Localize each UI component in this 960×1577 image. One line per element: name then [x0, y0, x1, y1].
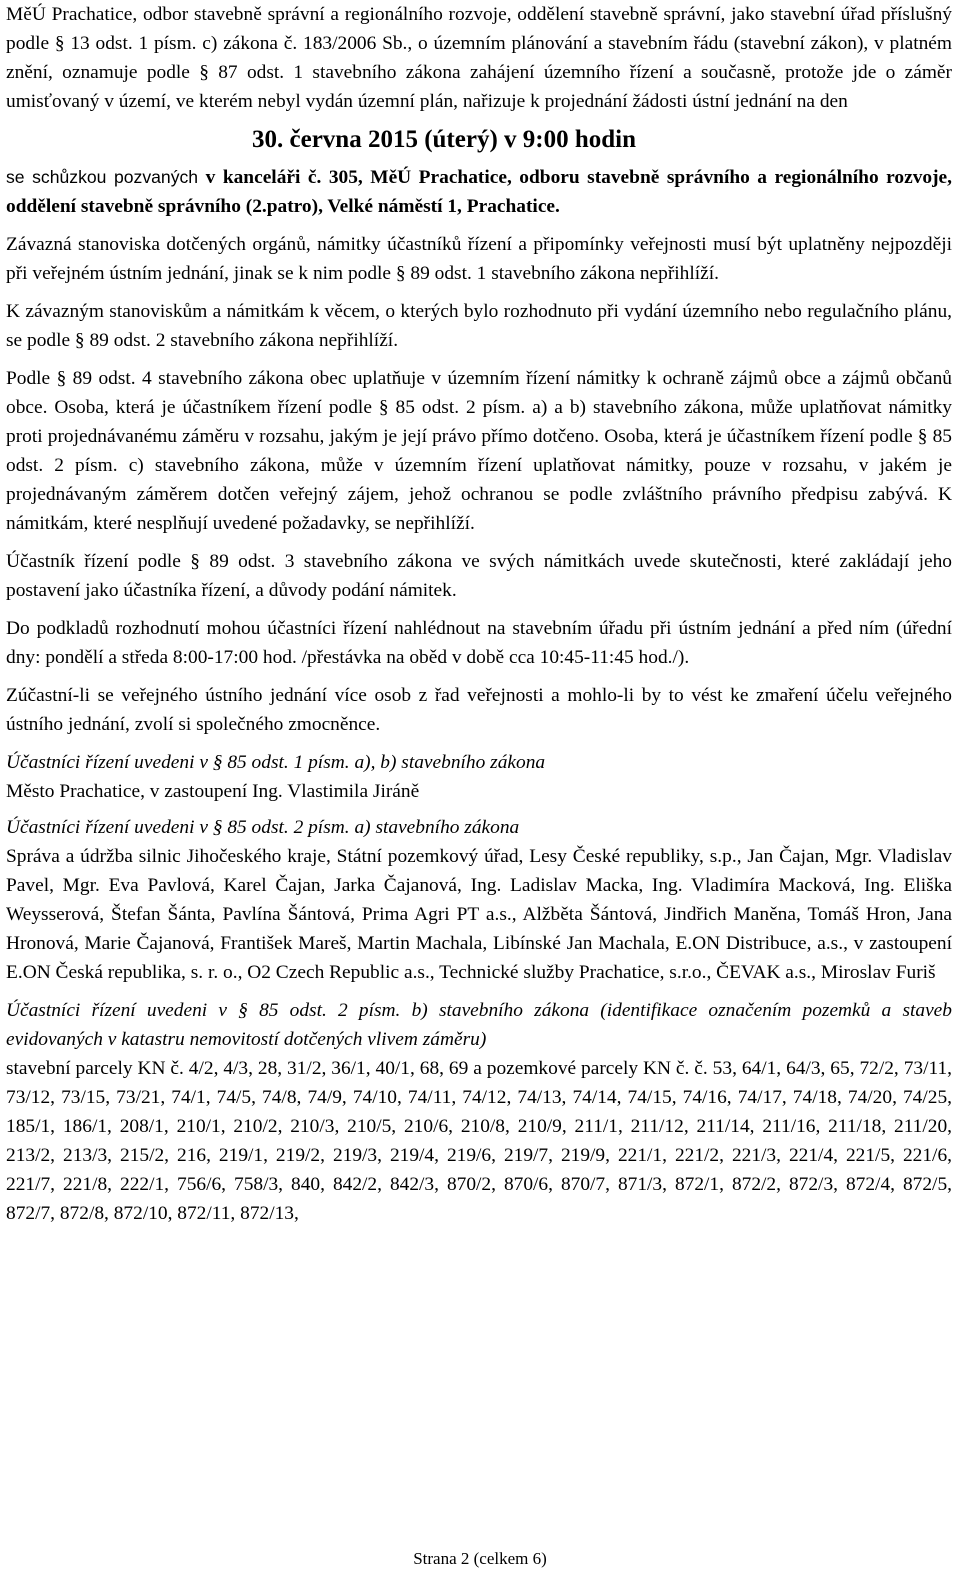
binding-opinions-paragraph: Závazná stanoviska dotčených orgánů, námitky účastníků řízení a připomínky veřejnosti musí být uplatněny nejpozději při veřejném ústním jednání, jinak se k nim podle § 89 odst. 1 stavebního zákona nepřihlíží. [6, 234, 952, 284]
meeting-location-paragraph [6, 163, 952, 221]
documents-inspection-paragraph: Do podkladů rozhodnutí mohou účastníci řízení nahlédnout na stavebním úřadu při ústním jednání a před ním (úřední dny: pondělí a středa 8:00-17:00 hod. /přestávka na oběd v době cca 10:45-11:45 hod./). [6, 618, 952, 668]
document-page [6, 0, 952, 1228]
participant-objections-paragraph: Účastník řízení podle § 89 odst. 3 stavebního zákona ve svých námitkách uvede skutečnosti, které zakládají jeho postavení jako účastníka řízení, a důvody podání námitek. [6, 551, 952, 601]
meeting-prefix: se schůzkou pozvaných [6, 167, 206, 187]
page-footer: Strana 2 (celkem 6) [413, 1549, 547, 1568]
participants-group-3-heading: Účastníci řízení uvedeni v § 85 odst. 2 písm. b) stavebního zákona (identifikace označením pozemků a staveb evidovaných v katastru nemovitostí dotčených vlivem záměru) [6, 1000, 952, 1050]
meeting-place-label: v kanceláři č. [205, 167, 322, 188]
common-representative-paragraph: Zúčastní-li se veřejného ústního jednání více osob z řad veřejnosti a mohlo-li by to vést ke zmaření účelu veřejného ústního jednání, zvolí si společného zmocněnce. [6, 685, 952, 735]
participants-group-2-list: Správa a údržba silnic Jihočeského kraje, Státní pozemkový úřad, Lesy České republiky, s.p., Jan Čajan, Mgr. Vladislav Pavel, Mgr. Eva Pavlová, Karel Čajan, Jarka Čajanová, Ing. Ladislav Macka, Ing. Vladimíra Macková, Ing. Eliška Weysserová, Štefan Šánta, Pavlína Šántová, Prima Agri PT a.s., Alžběta Šántová, Jindřich Maněna, Tomáš Hron, Jana Hronová, Marie Čajanová, František Mareš, Martin Machala, Libínské Jan Machala, E.ON Distribuce, a.s., v zastoupení E.ON Česká republika, s. r. o., O2 Czech Republic a.s., Technické služby Prachatice, s.r.o., ČEVAK a.s., Miroslav Furiš [6, 846, 952, 983]
intro-paragraph: MěÚ Prachatice, odbor stavebně správní a regionálního rozvoje, oddělení stavebně správní, jako stavební úřad příslušný podle § 13 odst. 1 písm. c) zákona č. 183/2006 Sb., o územním plánování a stavebním řádu (stavební zákon), v platném znění, oznamuje podle § 87 odst. 1 stavebního zákona zahájení územního řízení a současně, protože jde o záměr umisťovaný v území, ve kterém nebyl vydán územní plán, nařizuje k projednání žádosti ústní jednání na den [6, 4, 952, 112]
participants-group-3-list: stavební parcely KN č. 4/2, 4/3, 28, 31/2, 36/1, 40/1, 68, 69 a pozemkové parcely KN č. č. 53, 64/1, 64/3, 65, 72/2, 73/11, 73/12, 73/15, 73/21, 74/1, 74/5, 74/8, 74/9, 74/10, 74/11, 74/12, 74/13, 74/14, 74/15, 74/16, 74/17, 74/18, 74/20, 74/25, 185/1, 186/1, 208/1, 210/1, 210/2, 210/3, 210/5, 210/6, 210/8, 210/9, 211/1, 211/12, 211/14, 211/16, 211/18, 211/20, 213/2, 213/3, 215/2, 216, 219/1, 219/2, 219/3, 219/4, 219/6, 219/7, 219/9, 221/1, 221/2, 221/3, 221/4, 221/5, 221/6, 221/7, 221/8, 222/1, 756/6, 758/3, 840, 842/2, 842/3, 870/2, 870/6, 870/7, 871/3, 872/1, 872/2, 872/3, 872/4, 872/5, 872/7, 872/8, 872/10, 872/11, 872/13, [6, 1058, 952, 1224]
planning-objections-paragraph: K závazným stanoviskům a námitkám k věcem, o kterých bylo rozhodnuto při vydání územního nebo regulačního plánu, se podle § 89 odst. 2 stavebního zákona nepřihlíží. [6, 301, 952, 351]
participants-group-1-heading: Účastníci řízení uvedeni v § 85 odst. 1 písm. a), b) stavebního zákona [6, 752, 546, 773]
participants-group-2-heading: Účastníci řízení uvedeni v § 85 odst. 2 písm. a) stavebního zákona [6, 817, 520, 838]
participants-group-1-list: Město Prachatice, v zastoupení Ing. Vlastimila Jiráně [6, 781, 420, 802]
hearing-date: 30. června 2015 (úterý) v 9:00 hodin [252, 126, 636, 153]
municipality-objections-paragraph: Podle § 89 odst. 4 stavebního zákona obec uplatňuje v územním řízení námitky k ochraně zájmů obce a zájmů občanů obce. Osoba, která je účastníkem řízení podle § 85 odst. 2 písm. a) a b) stavebního zákona, může uplatňovat námitky proti projednávanému záměru v rozsahu, jakým je její právo přímo dotčeno. Osoba, která je účastníkem řízení podle § 85 odst. 2 písm. c) stavebního zákona, může v územním řízení uplatňovat námitky, pouze v rozsahu, v jakém je projednávaným záměrem dotčen veřejný zájem, jehož ochranou se podle zvláštního právního předpisu zabývá. K námitkám, které nesplňují uvedené požadavky, se nepřihlíží. [6, 368, 952, 534]
meeting-place-address: 305, MěÚ Prachatice, odboru stavebně správního a regionálního rozvoje, oddělení stavebně správního (2.patro), Velké náměstí 1, Prachatice. [6, 167, 953, 217]
